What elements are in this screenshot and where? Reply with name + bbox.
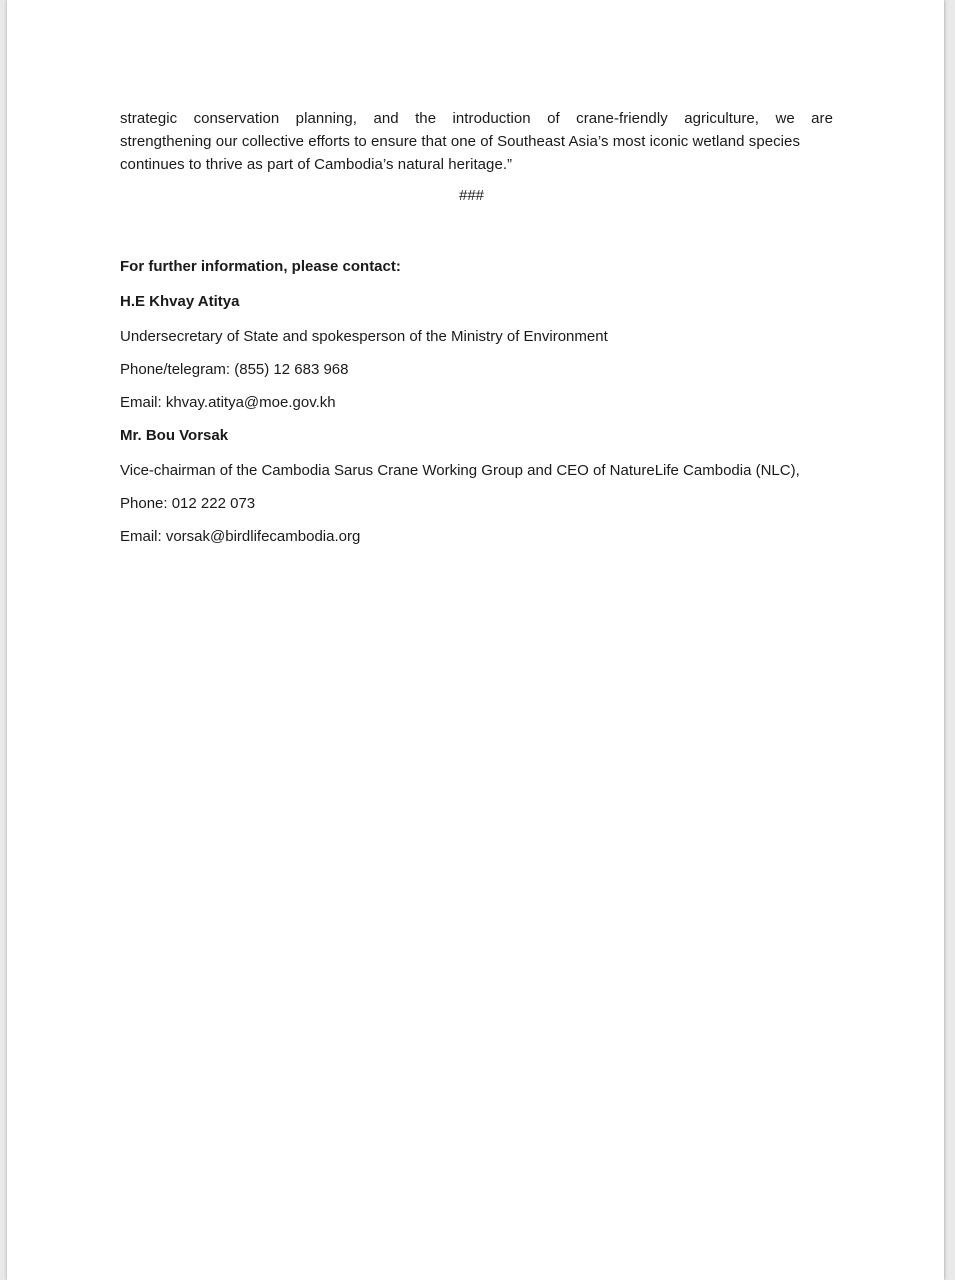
contact-2-phone: Phone: 012 222 073 <box>120 495 256 512</box>
contact-1-title: Undersecretary of State and spokesperson of the Ministry of Environment <box>120 328 608 345</box>
paragraph-line-2: strengthening our collective efforts to ensure that one of Southeast Asia’s most iconic wetland species <box>120 133 800 150</box>
closing-paragraph <box>120 107 833 176</box>
section-separator: ### <box>458 187 485 204</box>
contact-1-email: Email: khvay.atitya@moe.gov.kh <box>120 394 336 411</box>
contact-2-email: Email: vorsak@birdlifecambodia.org <box>120 528 361 545</box>
document-body <box>120 107 833 547</box>
contact-2-title: Vice-chairman of the Cambodia Sarus Crane Working Group and CEO of NatureLife Cambodia (NLC), <box>120 462 800 479</box>
contact-heading: For further information, please contact: <box>120 258 401 275</box>
paragraph-line-3: continues to thrive as part of Cambodia’s natural heritage.” <box>120 156 513 173</box>
document-page <box>7 0 944 1280</box>
contact-2-name: Mr. Bou Vorsak <box>120 427 229 444</box>
paragraph-line-1: strategic conservation planning, and the introduction of crane-friendly agriculture, we are <box>120 110 833 127</box>
contact-1-name: H.E Khvay Atitya <box>120 293 240 310</box>
contact-1-phone: Phone/telegram: (855) 12 683 968 <box>120 361 349 378</box>
